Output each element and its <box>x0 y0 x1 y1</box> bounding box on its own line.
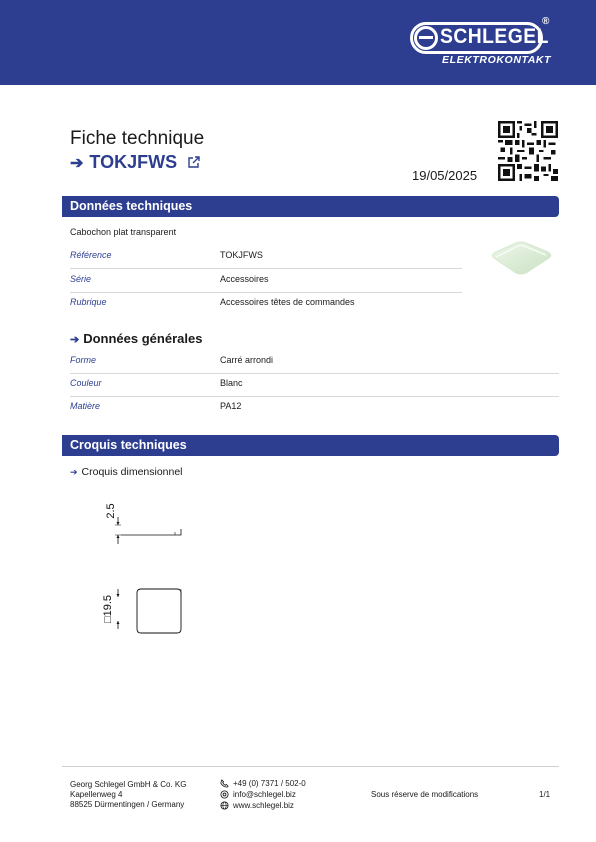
registered-mark: ® <box>542 16 550 27</box>
general-data-heading: ➔ Données générales <box>70 331 203 346</box>
logo-emblem-icon <box>414 26 438 50</box>
spec-row-color <box>70 374 559 397</box>
globe-icon <box>220 801 229 810</box>
phone-icon <box>220 779 229 788</box>
footer-phone[interactable]: +49 (0) 7371 / 502-0 <box>220 778 306 789</box>
arrow-right-icon: ➔ <box>70 334 80 346</box>
section-technical-sketches <box>62 435 559 456</box>
footer-email[interactable]: info@schlegel.biz <box>220 789 306 800</box>
header-band <box>0 0 596 85</box>
spec-label: Référence <box>70 250 112 260</box>
external-link-icon[interactable] <box>187 156 200 169</box>
spec-label: Rubrique <box>70 297 107 307</box>
product-heading[interactable] <box>70 152 200 173</box>
spec-value: Accessoires <box>220 274 269 284</box>
brand-tagline: ELEKTROKONTAKT <box>442 54 552 66</box>
product-description: Cabochon plat transparent <box>70 227 177 237</box>
page-number: 1/1 <box>539 790 551 799</box>
spec-label: Couleur <box>70 378 102 388</box>
arrow-right-icon: ➔ <box>70 467 78 477</box>
schlegel-logo <box>410 16 555 68</box>
at-sign-icon <box>220 790 229 799</box>
product-image <box>486 240 556 276</box>
spec-row-material <box>70 397 559 420</box>
spec-label: Forme <box>70 355 97 365</box>
dimension-width-label: □19.5 <box>102 594 114 624</box>
spec-value: Carré arrondi <box>220 355 274 365</box>
document-date: 19/05/2025 <box>412 168 478 183</box>
spec-label: Série <box>70 274 92 284</box>
dimensional-drawing <box>95 485 195 645</box>
section-heading: Données techniques <box>70 199 193 213</box>
section-heading: Croquis techniques <box>70 438 187 452</box>
spec-row-category <box>70 293 462 316</box>
footer-notice: Sous réserve de modifications <box>371 790 479 799</box>
spec-row-shape <box>70 351 559 374</box>
dimension-height-label: 2.5 <box>105 503 117 519</box>
section-technical-data <box>62 196 559 217</box>
spec-value: Accessoires têtes de commandes <box>220 297 355 307</box>
spec-row-series <box>70 270 462 293</box>
brand-name: SCHLEGEL <box>440 25 549 48</box>
spec-row-reference <box>70 246 462 269</box>
arrow-right-icon: ➔ <box>70 154 84 172</box>
document-title: Fiche technique <box>70 128 205 149</box>
qr-code-icon <box>498 121 558 181</box>
footer-divider <box>62 766 559 767</box>
spec-value: TOKJFWS <box>220 250 263 260</box>
spec-label: Matière <box>70 401 101 411</box>
spec-value: Blanc <box>220 378 243 388</box>
dimensional-sketch-label: ➔ Croquis dimensionnel <box>70 466 183 478</box>
footer-company: Georg Schlegel GmbH & Co. KG Kapellenweg 4 88525 Dürmentingen / Germany <box>70 780 187 809</box>
footer-contact <box>220 778 306 811</box>
spec-value: PA12 <box>220 401 242 411</box>
product-code[interactable]: TOKJFWS <box>89 152 178 172</box>
footer-web[interactable]: www.schlegel.biz <box>220 800 306 811</box>
